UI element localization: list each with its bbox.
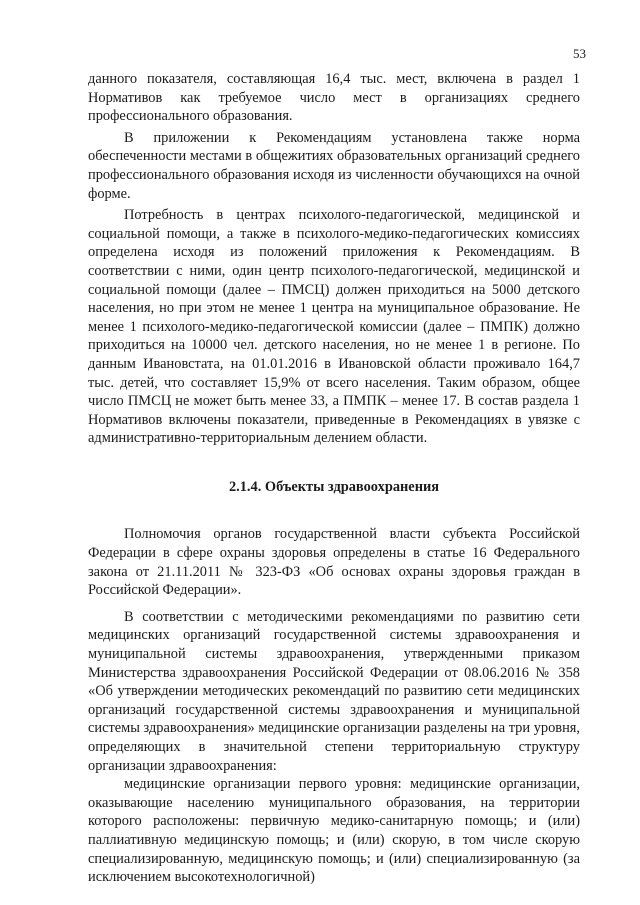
paragraph-pmsc-pmpk: Потребность в центрах психолого-педагогической, медицинской и социальной помощи, а также в психолого-медико-педагогических комиссиях определена исходя из положений приложения к Рекомендациям. В соответствии с ними, один центр психолого-педагогической, медицинской и социальной помощи (далее – ПМСЦ) должен приходиться на 5000 детского населения, но при этом не менее 1 центра на муниципальное образование. Не менее 1 психолого-медико-педагогической комиссии (далее – ПМПК) должно приходиться на 10000 чел. детского населения, но не менее 1 в регионе. По данным Ивановстата, на 01.01.2016 в Ивановской области проживало 164,7 тыс. детей, что составляет 15,9% от всего населения. Таким образом, общее число ПМСЦ не может быть менее 33, а ПМПК – менее 17. В состав раздела 1 Нормативов включены показатели, приведенные в Рекомендациях в увязке с административно-территориальным делением области.: [88, 207, 580, 447]
document-body: [88, 70, 580, 887]
section-heading: 2.1.4. Объекты здравоохранения: [228, 478, 440, 495]
page-number: 53: [573, 46, 586, 61]
paragraph-methodical-recommendations: В соответствии с методическими рекомендациями по развитию сети медицинских организаций государственной системы здравоохранения и муниципальной системы здравоохранения, утвержденными приказом Министерства здравоохранения Российской Федерации от 08.06.2016 № 358 «Об утверждении методических рекомендаций по развитию сети медицинских организаций государственной системы здравоохранения и муниципальной системы здравоохранения» медицинские организации разделены на три уровня, определяющих в значительной степени территориальную структуру организации здравоохранения:: [88, 608, 580, 774]
paragraph-authority: Полномочия органов государственной власти субъекта Российской Федерации в сфере охраны здоровья определены в статье 16 Федерального закона от 21.11.2011 № 323-ФЗ «Об основах охраны здоровья граждан в Российской Федерации».: [88, 526, 580, 599]
paragraph-dormitory-norm: В приложении к Рекомендациям установлена также норма обеспеченности местами в общежитиях образовательных организаций среднего профессионального образования исходя из численности обучающихся на очной форме.: [88, 129, 580, 202]
paragraph-continuation: данного показателя, составляющая 16,4 тыс. мест, включена в раздел 1 Нормативов как требуемое число мест в организациях среднего профессионального образования.: [88, 71, 580, 125]
paragraph-first-level: медицинские организации первого уровня: медицинские организации, оказывающие населению муниципального образования, на территории которого расположены: первичную медико-санитарную помощь; и (или) паллиативную медицинскую помощь; и (или) скорую, в том числе скорую специализированную, медицинскую помощь; и (или) специализированную (за исключением высокотехнологичной): [88, 776, 580, 886]
